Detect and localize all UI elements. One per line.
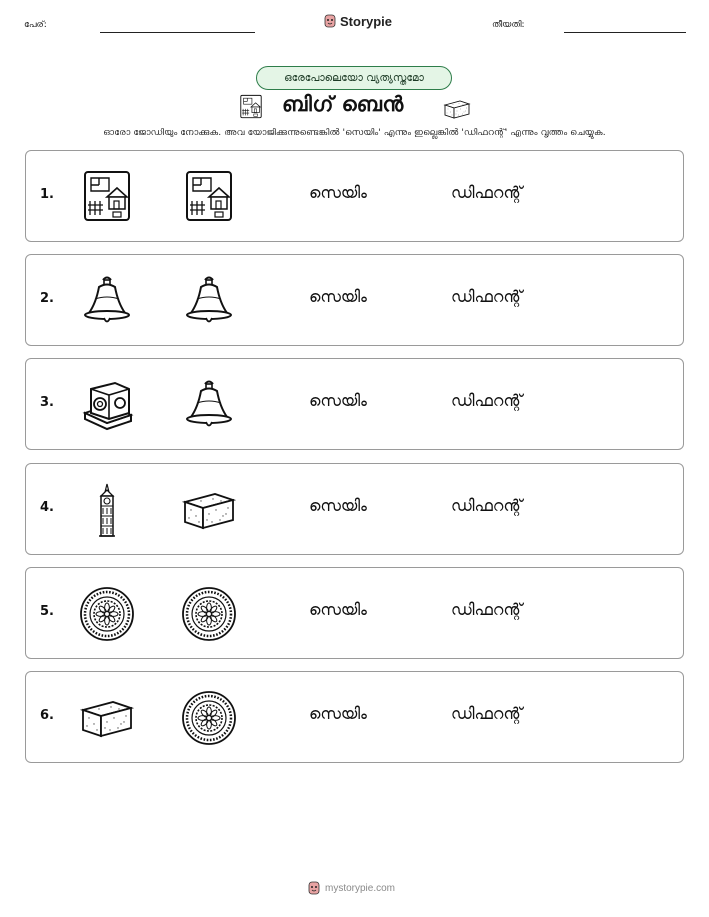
header xyxy=(0,0,709,40)
date-line xyxy=(564,32,686,33)
storypie-mascot-icon xyxy=(323,13,337,29)
page-title: ബിഗ് ബെൻ xyxy=(282,92,404,116)
question-number: 6. xyxy=(40,708,54,723)
blueprint-icon xyxy=(181,169,237,225)
clock-mechanism-icon xyxy=(79,377,135,433)
same-option[interactable]: സെയിം xyxy=(309,391,367,411)
blueprint-icon xyxy=(238,93,264,121)
bell-icon xyxy=(79,273,135,329)
name-line xyxy=(100,32,255,33)
question-row xyxy=(25,150,684,242)
tower-icon xyxy=(79,482,135,538)
footer xyxy=(307,880,395,896)
question-number: 4. xyxy=(40,499,54,515)
question-number: 2. xyxy=(40,291,54,307)
same-option[interactable]: സെയിം xyxy=(309,495,367,515)
question-number: 5. xyxy=(40,603,54,619)
title-row xyxy=(0,90,709,124)
question-row xyxy=(25,463,684,555)
worksheet-type-badge: ഒരേപോലെയോ വ്യത്യസ്തമോ xyxy=(256,66,452,90)
instructions: ഓരോ ജോഡിയും നോക്കുക. അവ യോജിക്കുന്നുണ്ടെങ്കിൽ 'സെയിം' എന്നും ഇല്ലെങ്കിൽ 'ഡിഫറന്റ്' എന്നും വൃത്തം ചെയ്യുക. xyxy=(103,127,606,138)
question-number: 1. xyxy=(40,187,54,202)
footer-url: mystorypie.com xyxy=(325,882,396,894)
storypie-mascot-icon xyxy=(307,880,321,896)
date-label: തീയതി: xyxy=(492,20,525,30)
stone-block-icon xyxy=(79,690,135,746)
same-option[interactable]: സെയിം xyxy=(309,599,367,619)
question-row xyxy=(25,254,684,346)
clock-face-icon xyxy=(181,586,237,642)
stone-block-icon xyxy=(181,482,237,538)
clock-face-icon xyxy=(79,586,135,642)
bell-icon xyxy=(181,273,237,329)
different-option[interactable]: ഡിഫറന്റ് xyxy=(451,704,523,723)
different-option[interactable]: ഡിഫറന്റ് xyxy=(451,183,523,202)
different-option[interactable]: ഡിഫറന്റ് xyxy=(451,495,523,515)
brand-logo xyxy=(323,13,392,29)
different-option[interactable]: ഡിഫറന്റ് xyxy=(451,287,523,307)
same-option[interactable]: സെയിം xyxy=(309,183,367,202)
bell-icon xyxy=(181,377,237,433)
different-option[interactable]: ഡിഫറന്റ് xyxy=(451,599,523,619)
name-label: പേര്: xyxy=(24,20,47,30)
different-option[interactable]: ഡിഫറന്റ് xyxy=(451,391,523,411)
clock-face-icon xyxy=(181,690,237,746)
question-number: 3. xyxy=(40,395,54,411)
brand-name: Storypie xyxy=(340,13,393,29)
question-row xyxy=(25,358,684,450)
blueprint-icon xyxy=(79,169,135,225)
stone-block-icon xyxy=(441,95,473,123)
question-row xyxy=(25,671,684,763)
question-row xyxy=(25,567,684,659)
same-option[interactable]: സെയിം xyxy=(309,287,367,307)
same-option[interactable]: സെയിം xyxy=(309,704,367,723)
